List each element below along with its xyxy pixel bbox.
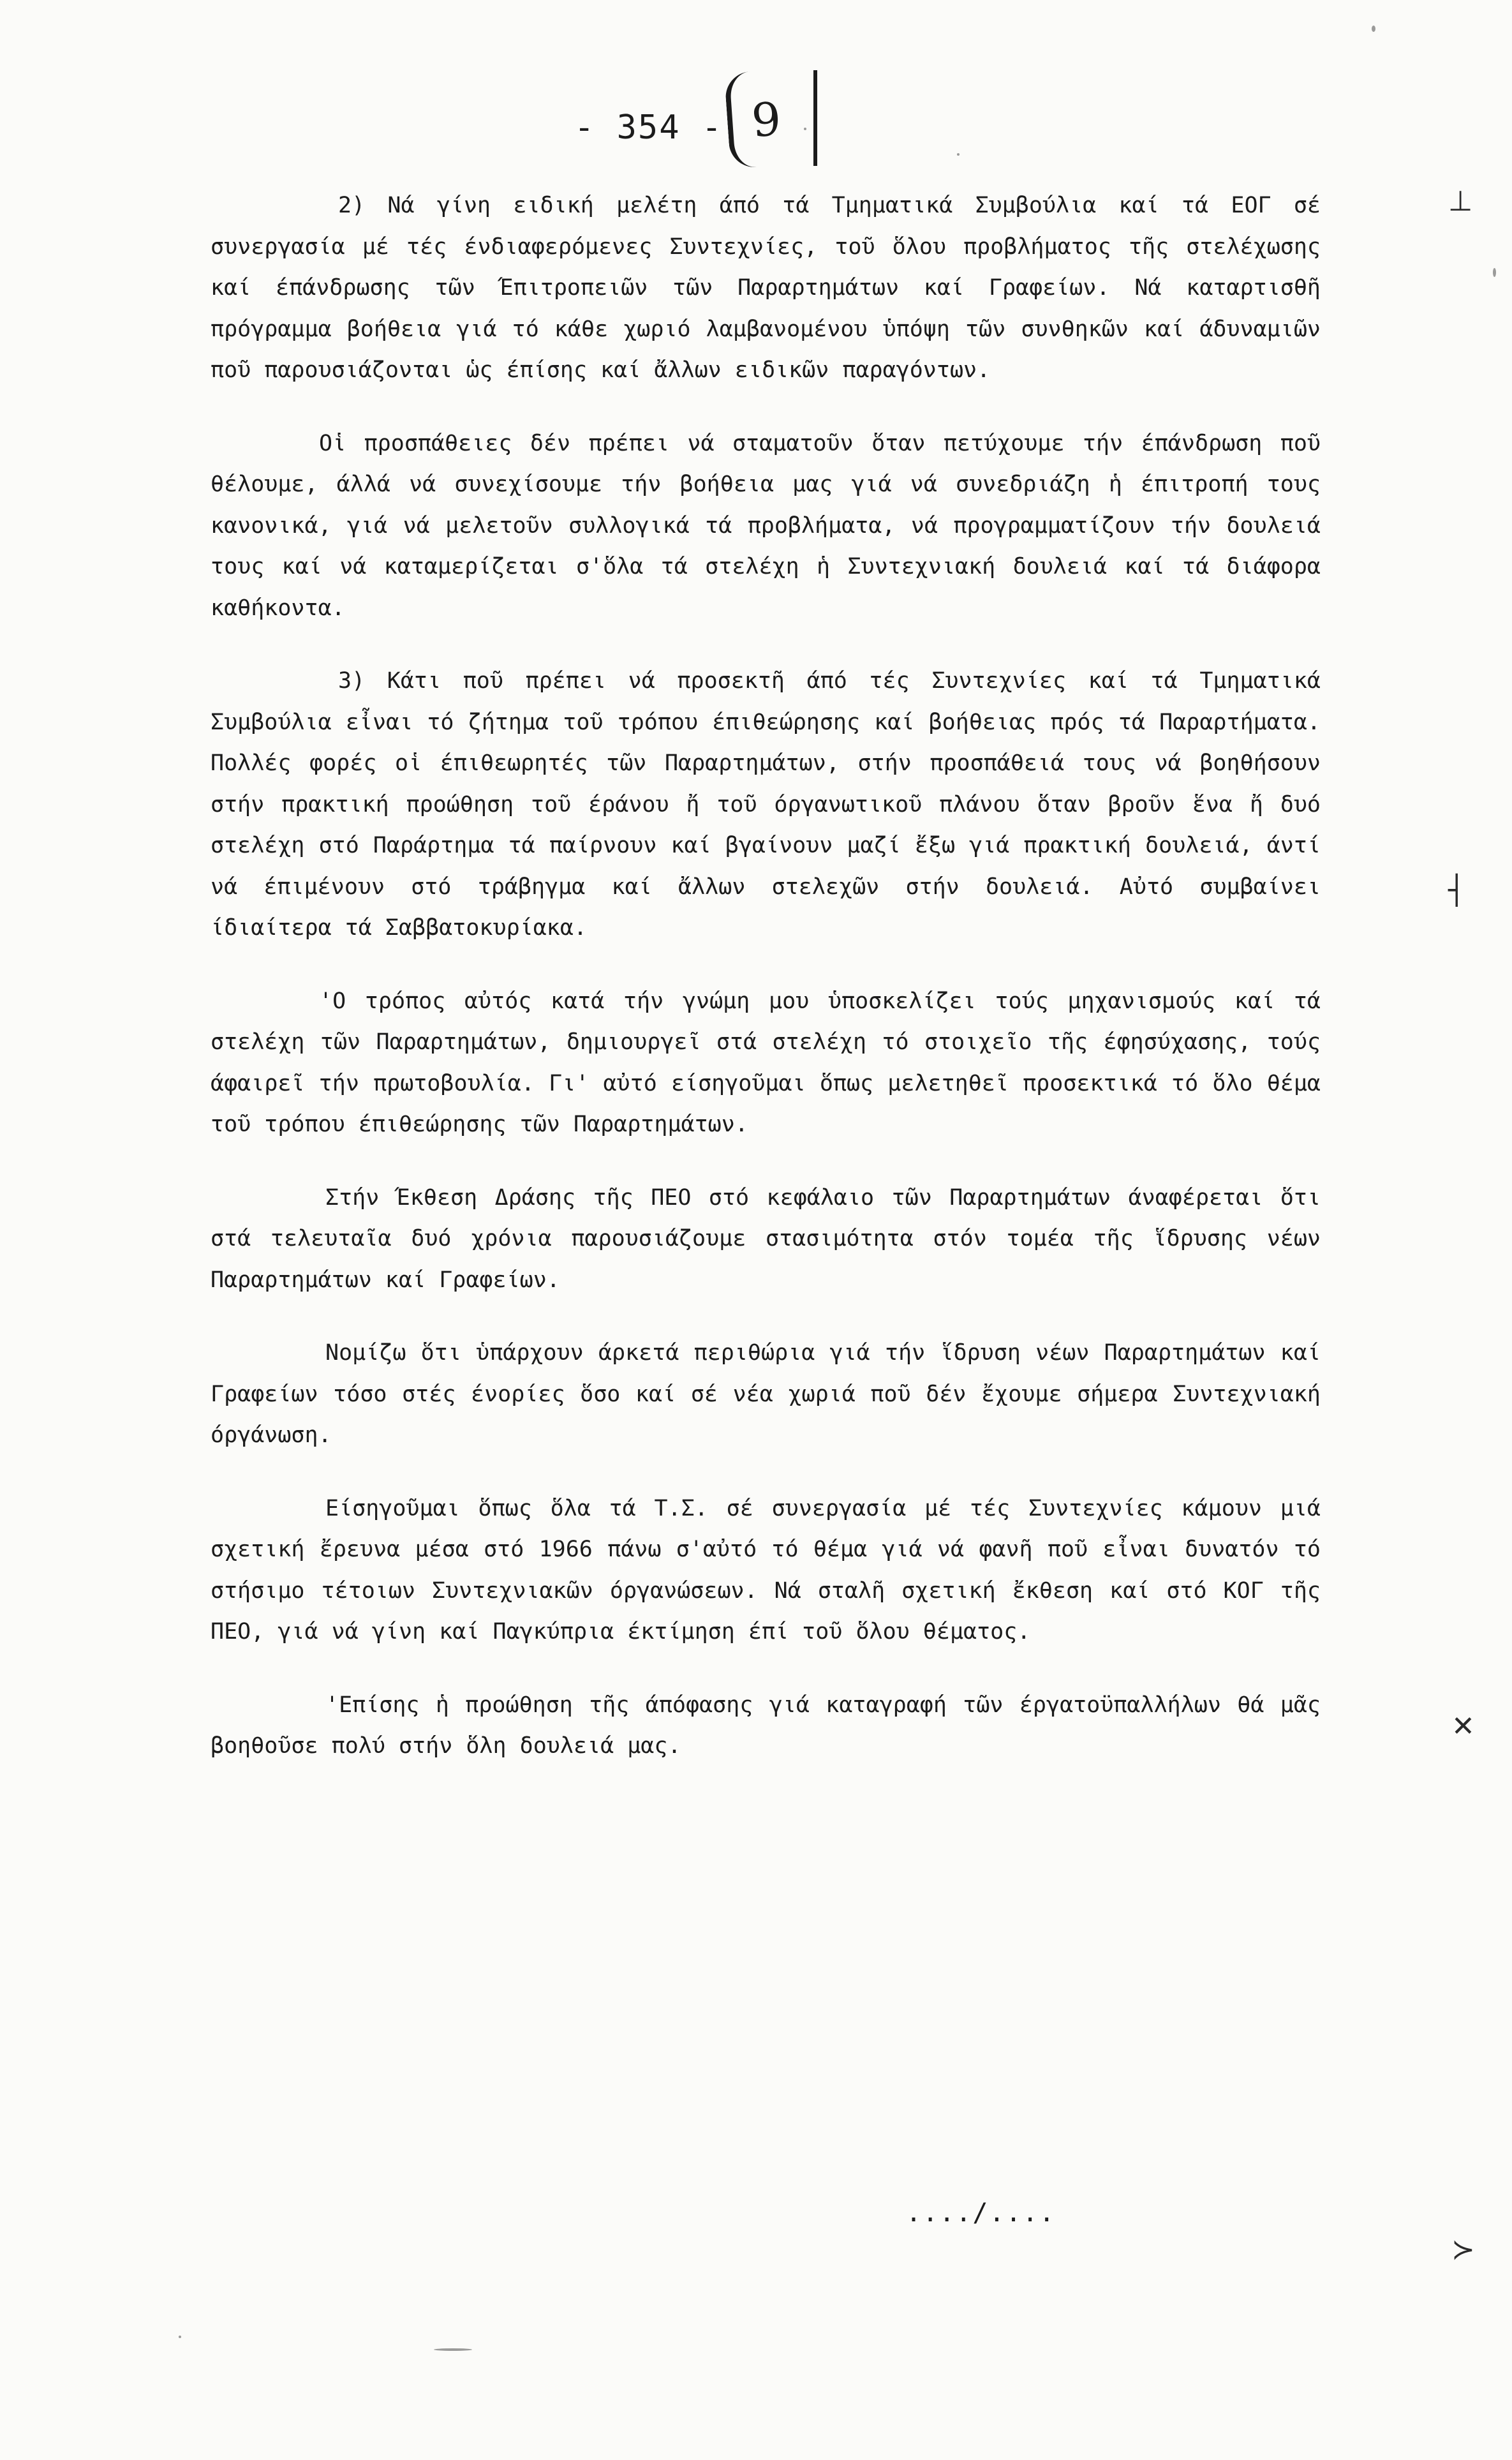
margin-tick-mark: ≻: [1451, 2233, 1475, 2266]
paragraph-2-continued: Οἱ προσπάθειες δέν πρέπει νά σταματοῦν ὅταν πετύχουμε τήν έπάνδρωση ποῦ θέλουμε, άλλά νά συνεχίσουμε τήν βοήθεια μας γιά νά συνεδριάζη ἡ έπιτροπή τους κανονικά, γιά νά μελετοῦν συλλογικά τά προβλήματα, νά προγραμματίζουν τήν δουλειά τους καί νά καταμερίζεται σ'ὅλα τά στελέχη ἡ Συντεχνιακή δουλειά καί τά διάφορα καθήκοντα.: [211, 430, 1321, 621]
paragraph-2: 2) Νά γίνη ειδική μελέτη άπό τά Τμηματικά Συμβούλια καί τά ΕΟΓ σέ συνεργασία μέ τές ένδιαφερόμενες Συντεχνίες, τοῦ ὅλου προβλήματος τῆς στελέχωσης καί έπάνδρωσης τῶν Έπιτροπειῶν τῶν Παραρτημάτων καί Γραφείων. Νά καταρτισθῆ πρόγραμμα βοήθεια γιά τό κάθε χωριό λαμβανομένου ὑπόψη τῶν συνθηκῶν καί άδυναμιῶν ποῦ παρουσιάζονται ὡς έπίσης καί ἄλλων ειδικῶν παραγόντων.: [211, 193, 1321, 383]
margin-tick-mark: ⊥: [1448, 185, 1473, 218]
scan-speck: [804, 128, 806, 130]
document-body: [211, 185, 1321, 1799]
page-number: - 354 -: [574, 108, 723, 147]
paragraph-3-continued: 'Ο τρόπος αὐτός κατά τήν γνώμη μου ὑποσκελίζει τούς μηχανισμούς καί τά στελέχη τῶν Παραρτημάτων, δημιουργεῖ στά στελέχη τό στοιχεῖο τῆς έφησύχασης, τούς άφαιρεῖ τήν πρωτοβουλία. Γι' αὐτό είσηγοῦμαι ὅπως μελετηθεῖ προσεκτικά τό ὅλο θέμα τοῦ τρόπου έπιθεώρησης τῶν Παραρτημάτων.: [211, 988, 1321, 1137]
paragraph-proposal-survey: Είσηγοῦμαι ὅπως ὅλα τά Τ.Σ. σέ συνεργασία μέ τές Συντεχνίες κάμουν μιά σχετική ἔρευνα μέσα στό 1966 πάνω σ'αὐτό τό θέμα γιά νά φανῆ ποῦ εἶναι δυνατόν τό στήσιμο τέτοιων Συντεχνιακῶν όργανώσεων. Νά σταλῆ σχετική ἔκθεση καί στό ΚΟΓ τῆς ΠΕΟ, γιά νά γίνη καί Παγκύπρια έκτίμηση έπί τοῦ ὅλου θέματος.: [211, 1495, 1321, 1644]
scan-speck: [1372, 26, 1375, 32]
paragraph-3: 3) Κάτι ποῦ πρέπει νά προσεκτῆ άπό τές Συντεχνίες καί τά Τμηματικά Συμβούλια εἶναι τό ζήτημα τοῦ τρόπου έπιθεώρησης καί βοήθειας πρός τά Παραρτήματα. Πολλές φορές οἱ έπιθεωρητές τῶν Παραρτημάτων, στήν προσπάθειά τους νά βοηθήσουν στήν πρακτική προώθηση τοῦ έράνου ἤ τοῦ όργανωτικοῦ πλάνου ὅταν βροῦν ἕνα ἤ δυό στελέχη στό Παράρτημα τά παίρνουν καί βγαίνουν μαζί ἔξω γιά πρακτική δουλειά, άντί νά έπιμένουν στό τράβηγμα καί ἄλλων στελεχῶν στήν δουλειά. Αὐτό συμβαίνει ίδιαίτερα τά Σαββατοκυρίακα.: [211, 668, 1321, 941]
continuation-mark: ..../....: [906, 2198, 1056, 2228]
scan-speck: [179, 2336, 181, 2338]
margin-tick-mark: ✕: [1451, 1710, 1475, 1743]
scan-speck: [957, 153, 960, 156]
stamp-digit: 9: [750, 92, 783, 148]
margin-tick-mark: ┤: [1448, 874, 1465, 907]
scan-speck: [1493, 268, 1496, 277]
handwritten-page-stamp: [724, 67, 819, 168]
paragraph-registration: 'Επίσης ἡ προώθηση τῆς άπόφασης γιά καταγραφή τῶν έργατοϋπαλλήλων θά μᾶς βοηθοῦσε πολύ στήν ὅλη δουλειά μας.: [211, 1692, 1321, 1759]
scan-speck: [434, 2348, 472, 2351]
stamp-bar: [813, 70, 817, 166]
paragraph-new-branches: Νομίζω ὅτι ὑπάρχουν άρκετά περιθώρια γιά τήν ἵδρυση νέων Παραρτημάτων καί Γραφείων τόσο στές ένορίες ὅσο καί σέ νέα χωριά ποῦ δέν ἔχουμε σήμερα Συντεχνιακή όργάνωση.: [211, 1340, 1321, 1448]
paragraph-report-reference: Στήν Έκθεση Δράσης τῆς ΠΕΟ στό κεφάλαιο τῶν Παραρτημάτων άναφέρεται ὅτι στά τελευταῖα δυό χρόνια παρουσιάζουμε στασιμότητα στόν τομέα τῆς ἵδρυσης νέων Παραρτημάτων καί Γραφείων.: [211, 1184, 1321, 1293]
